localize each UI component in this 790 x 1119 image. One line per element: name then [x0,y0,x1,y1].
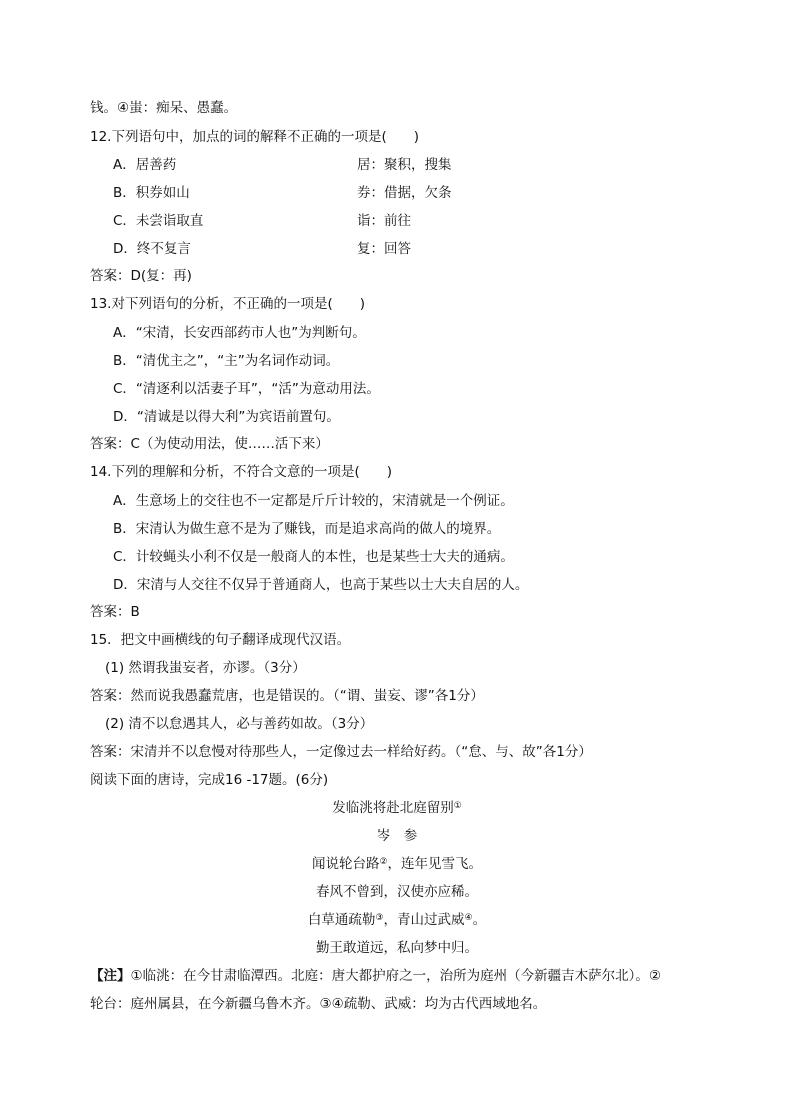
poem-author: 岑 参 [376,828,418,844]
q14-option-d: D．宋清与人交往不仅异于普通商人，也高于某些以士大夫自居的人。 [113,577,529,593]
poem-line-3-a: 白草通疏勒 [307,912,376,928]
q12-option-d [113,239,411,259]
reading-intro: 阅读下面的唐诗，完成16 -17题。(6分) [90,772,329,788]
question-12: 12.下列语句中，加点的词的解释不正确的一项是( ) [90,129,420,145]
poem-line-3-note2: ④ [464,913,473,923]
top-line: 钱。④蚩：痴呆、愚蠢。 [90,100,238,116]
poem-line-4: 勤王敢道远，私向梦中归。 [316,940,478,956]
q15-sub-1: (1) 然谓我蚩妄者，亦谬。（3分） [105,660,306,676]
q12-option-c-gloss: 诣：前往 [357,213,411,229]
q15-sub-2: (2) 清不以怠遇其人，必与善药如故。（3分） [105,716,374,732]
poem-line-1-note: ② [379,857,388,867]
q12-option-a [113,155,452,175]
q12-answer: 答案：D(复：再) [90,268,192,284]
poem-title-text: 发临洮将赴北庭留别 [332,800,454,816]
q14-option-c: C．计较蝇头小利不仅是一般商人的本性，也是某些士大夫的通病。 [113,549,514,565]
q13-option-a: A．“宋清，长安西部药市人也”为判断句。 [113,325,366,341]
q12-option-d-text: D．终不复言 [113,241,191,257]
q12-option-d-gloss: 复：回答 [357,241,411,257]
q15-answer-2: 答案：宋清并不以怠慢对待那些人，一定像过去一样给好药。（“怠、与、故”各1分） [90,744,592,760]
question-14: 14.下列的理解和分析，不符合文意的一项是( ) [90,464,393,480]
poem-line-3-note: ③ [375,913,384,923]
notes-label: 【注】 [90,968,131,984]
q12-option-c [113,211,411,231]
q13-option-b: B．“清优主之”，“主”为名词作动词。 [113,353,340,369]
poem-line-3-c: 。 [472,912,487,928]
q13-answer: 答案：C（为使动用法，使……活下来） [90,436,329,452]
poem-line-1 [0,854,790,874]
poem-title [0,798,790,818]
poem-line-3 [0,910,790,930]
poem-line-1-b: ，连年见雪飞。 [387,856,483,872]
q14-option-a: A．生意场上的交往也不一定都是斤斤计较的，宋清就是一个例证。 [113,493,514,509]
question-13: 13.对下列语句的分析，不正确的一项是( ) [90,296,366,312]
poem-line-3-b: ，青山过武威 [383,912,465,928]
q14-option-b: B．宋清认为做生意不是为了赚钱，而是追求高尚的做人的境界。 [113,521,501,537]
q12-option-b-gloss: 券：借据，欠条 [357,185,452,201]
notes-line-1 [90,966,661,986]
q12-option-a-text: A．居善药 [113,157,177,173]
q12-option-b [113,183,452,203]
q15-answer-1: 答案：然而说我愚蠢荒唐，也是错误的。（“谓、蚩妄、谬”各1分） [90,688,484,704]
notes-line-2: 轮台：庭州属县，在今新疆乌鲁木齐。③④疏勒、武威：均为古代西域地名。 [90,996,547,1012]
q12-option-b-text: B．积券如山 [113,185,190,201]
poem-line-1-a: 闻说轮台路 [311,856,380,872]
q13-option-c: C．“清逐利以活妻子耳”，“活”为意动用法。 [113,381,380,397]
poem-title-note: ① [453,801,462,811]
question-15: 15．把文中画横线的句子翻译成现代汉语。 [90,632,351,648]
q12-option-a-gloss: 居：聚积，搜集 [357,157,452,173]
q13-option-d: D．“清诚是以得大利”为宾语前置句。 [113,409,340,425]
notes-line-1-text: ①临洮：在今甘肃临潭西。北庭：唐大都护府之一，治所为庭州（今新疆吉木萨尔北）。② [130,968,661,984]
q12-option-c-text: C．未尝诣取直 [113,213,204,229]
poem-line-2: 春风不曾到，汉使亦应稀。 [316,884,478,900]
q14-answer: 答案：B [90,604,140,620]
